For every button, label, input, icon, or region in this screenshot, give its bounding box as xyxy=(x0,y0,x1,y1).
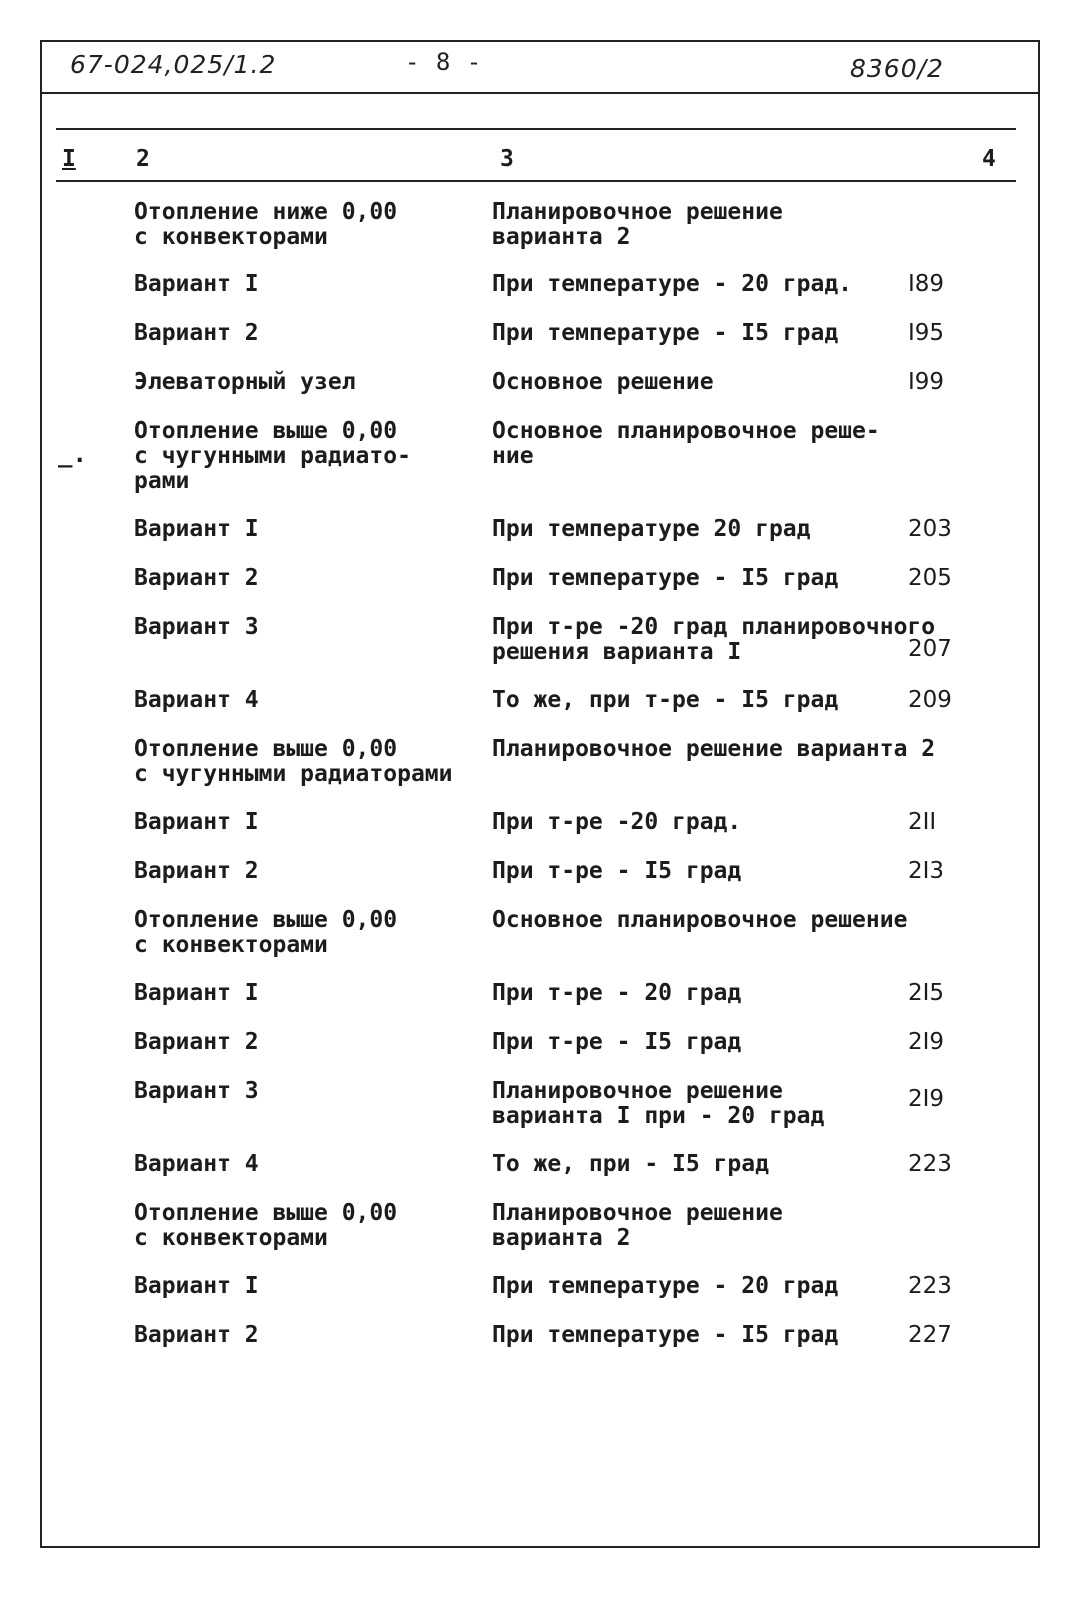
row-description: При температуре - I5 град xyxy=(492,1322,839,1348)
row-description: При т-ре -20 град планировочного решения варианта I xyxy=(492,614,936,665)
table-header-rule xyxy=(56,180,1016,182)
row-title: Вариант I xyxy=(134,980,259,1006)
row-page-number: 207 xyxy=(908,636,952,662)
row-title: Вариант I xyxy=(134,1273,259,1299)
row-description: Основное планировочное решение xyxy=(492,907,908,933)
row-description: При температуре - I5 град xyxy=(492,320,839,346)
row-page-number: 2II xyxy=(908,809,937,835)
column-number-1: I xyxy=(62,146,76,172)
row-title: Вариант 4 xyxy=(134,1151,259,1177)
row-description: То же, при т-ре - I5 град xyxy=(492,687,839,713)
row-description: Планировочное решение варианта 2 xyxy=(492,736,936,762)
row-title: Вариант 3 xyxy=(134,1078,259,1104)
row-title: Вариант 2 xyxy=(134,858,259,884)
row-description: Планировочное решение варианта I при - 20 град xyxy=(492,1078,825,1129)
row-description: При т-ре -20 град. xyxy=(492,809,742,835)
row-page-number: 203 xyxy=(908,516,952,542)
row-title: Отопление выше 0,00 с конвекторами xyxy=(134,1200,398,1251)
row-title: Вариант 2 xyxy=(134,565,259,591)
row-title: Вариант I xyxy=(134,809,259,835)
row-description: При температуре 20 град xyxy=(492,516,811,542)
row-page-number: 205 xyxy=(908,565,952,591)
row-title: Отопление выше 0,00 с конвекторами xyxy=(134,907,398,958)
row-page-number: I89 xyxy=(908,271,945,297)
row-description: То же, при - I5 град xyxy=(492,1151,769,1177)
margin-mark: _. xyxy=(58,440,87,468)
row-page-number: 2I5 xyxy=(908,980,945,1006)
row-page-number: 2I3 xyxy=(908,858,945,884)
row-title: Вариант I xyxy=(134,516,259,542)
row-title: Вариант 4 xyxy=(134,687,259,713)
row-description: При температуре - 20 град. xyxy=(492,271,853,297)
row-title: Вариант I xyxy=(134,271,259,297)
row-title: Вариант 2 xyxy=(134,1029,259,1055)
row-title: Отопление выше 0,00 с чугунными радиаторами xyxy=(134,736,453,787)
row-title: Элеваторный узел xyxy=(134,369,356,395)
row-description: При температуре - 20 град xyxy=(492,1273,839,1299)
row-description: При т-ре - I5 град xyxy=(492,1029,742,1055)
column-number-2: 2 xyxy=(136,146,150,172)
header-divider xyxy=(42,92,1038,94)
row-title: Отопление ниже 0,00 с конвекторами xyxy=(134,199,398,250)
row-page-number: 2I9 xyxy=(908,1086,945,1112)
row-description: Основное решение xyxy=(492,369,714,395)
row-description: Планировочное решение варианта 2 xyxy=(492,199,783,250)
row-description: При т-ре - I5 град xyxy=(492,858,742,884)
row-page-number: 223 xyxy=(908,1273,952,1299)
row-title: Вариант 2 xyxy=(134,1322,259,1348)
page-number: - 8 - xyxy=(405,48,483,76)
row-title: Вариант 3 xyxy=(134,614,259,640)
row-page-number: 2I9 xyxy=(908,1029,945,1055)
row-page-number: 223 xyxy=(908,1151,952,1177)
row-title: Вариант 2 xyxy=(134,320,259,346)
column-number-4: 4 xyxy=(982,146,996,172)
row-title: Отопление выше 0,00 с чугунными радиато- рами xyxy=(134,418,411,494)
table-top-rule xyxy=(56,128,1016,130)
sheet-code: 8360/2 xyxy=(850,54,944,83)
document-code: 67-024,025/1.2 xyxy=(70,50,277,79)
column-number-3: 3 xyxy=(500,146,514,172)
row-description: При температуре - I5 град xyxy=(492,565,839,591)
row-description: Планировочное решение варианта 2 xyxy=(492,1200,783,1251)
page-frame xyxy=(40,40,1040,1548)
row-page-number: 227 xyxy=(908,1322,952,1348)
row-description: Основное планировочное реше- ние xyxy=(492,418,880,469)
row-description: При т-ре - 20 град xyxy=(492,980,742,1006)
row-page-number: I99 xyxy=(908,369,945,395)
row-page-number: I95 xyxy=(908,320,945,346)
row-page-number: 209 xyxy=(908,687,952,713)
